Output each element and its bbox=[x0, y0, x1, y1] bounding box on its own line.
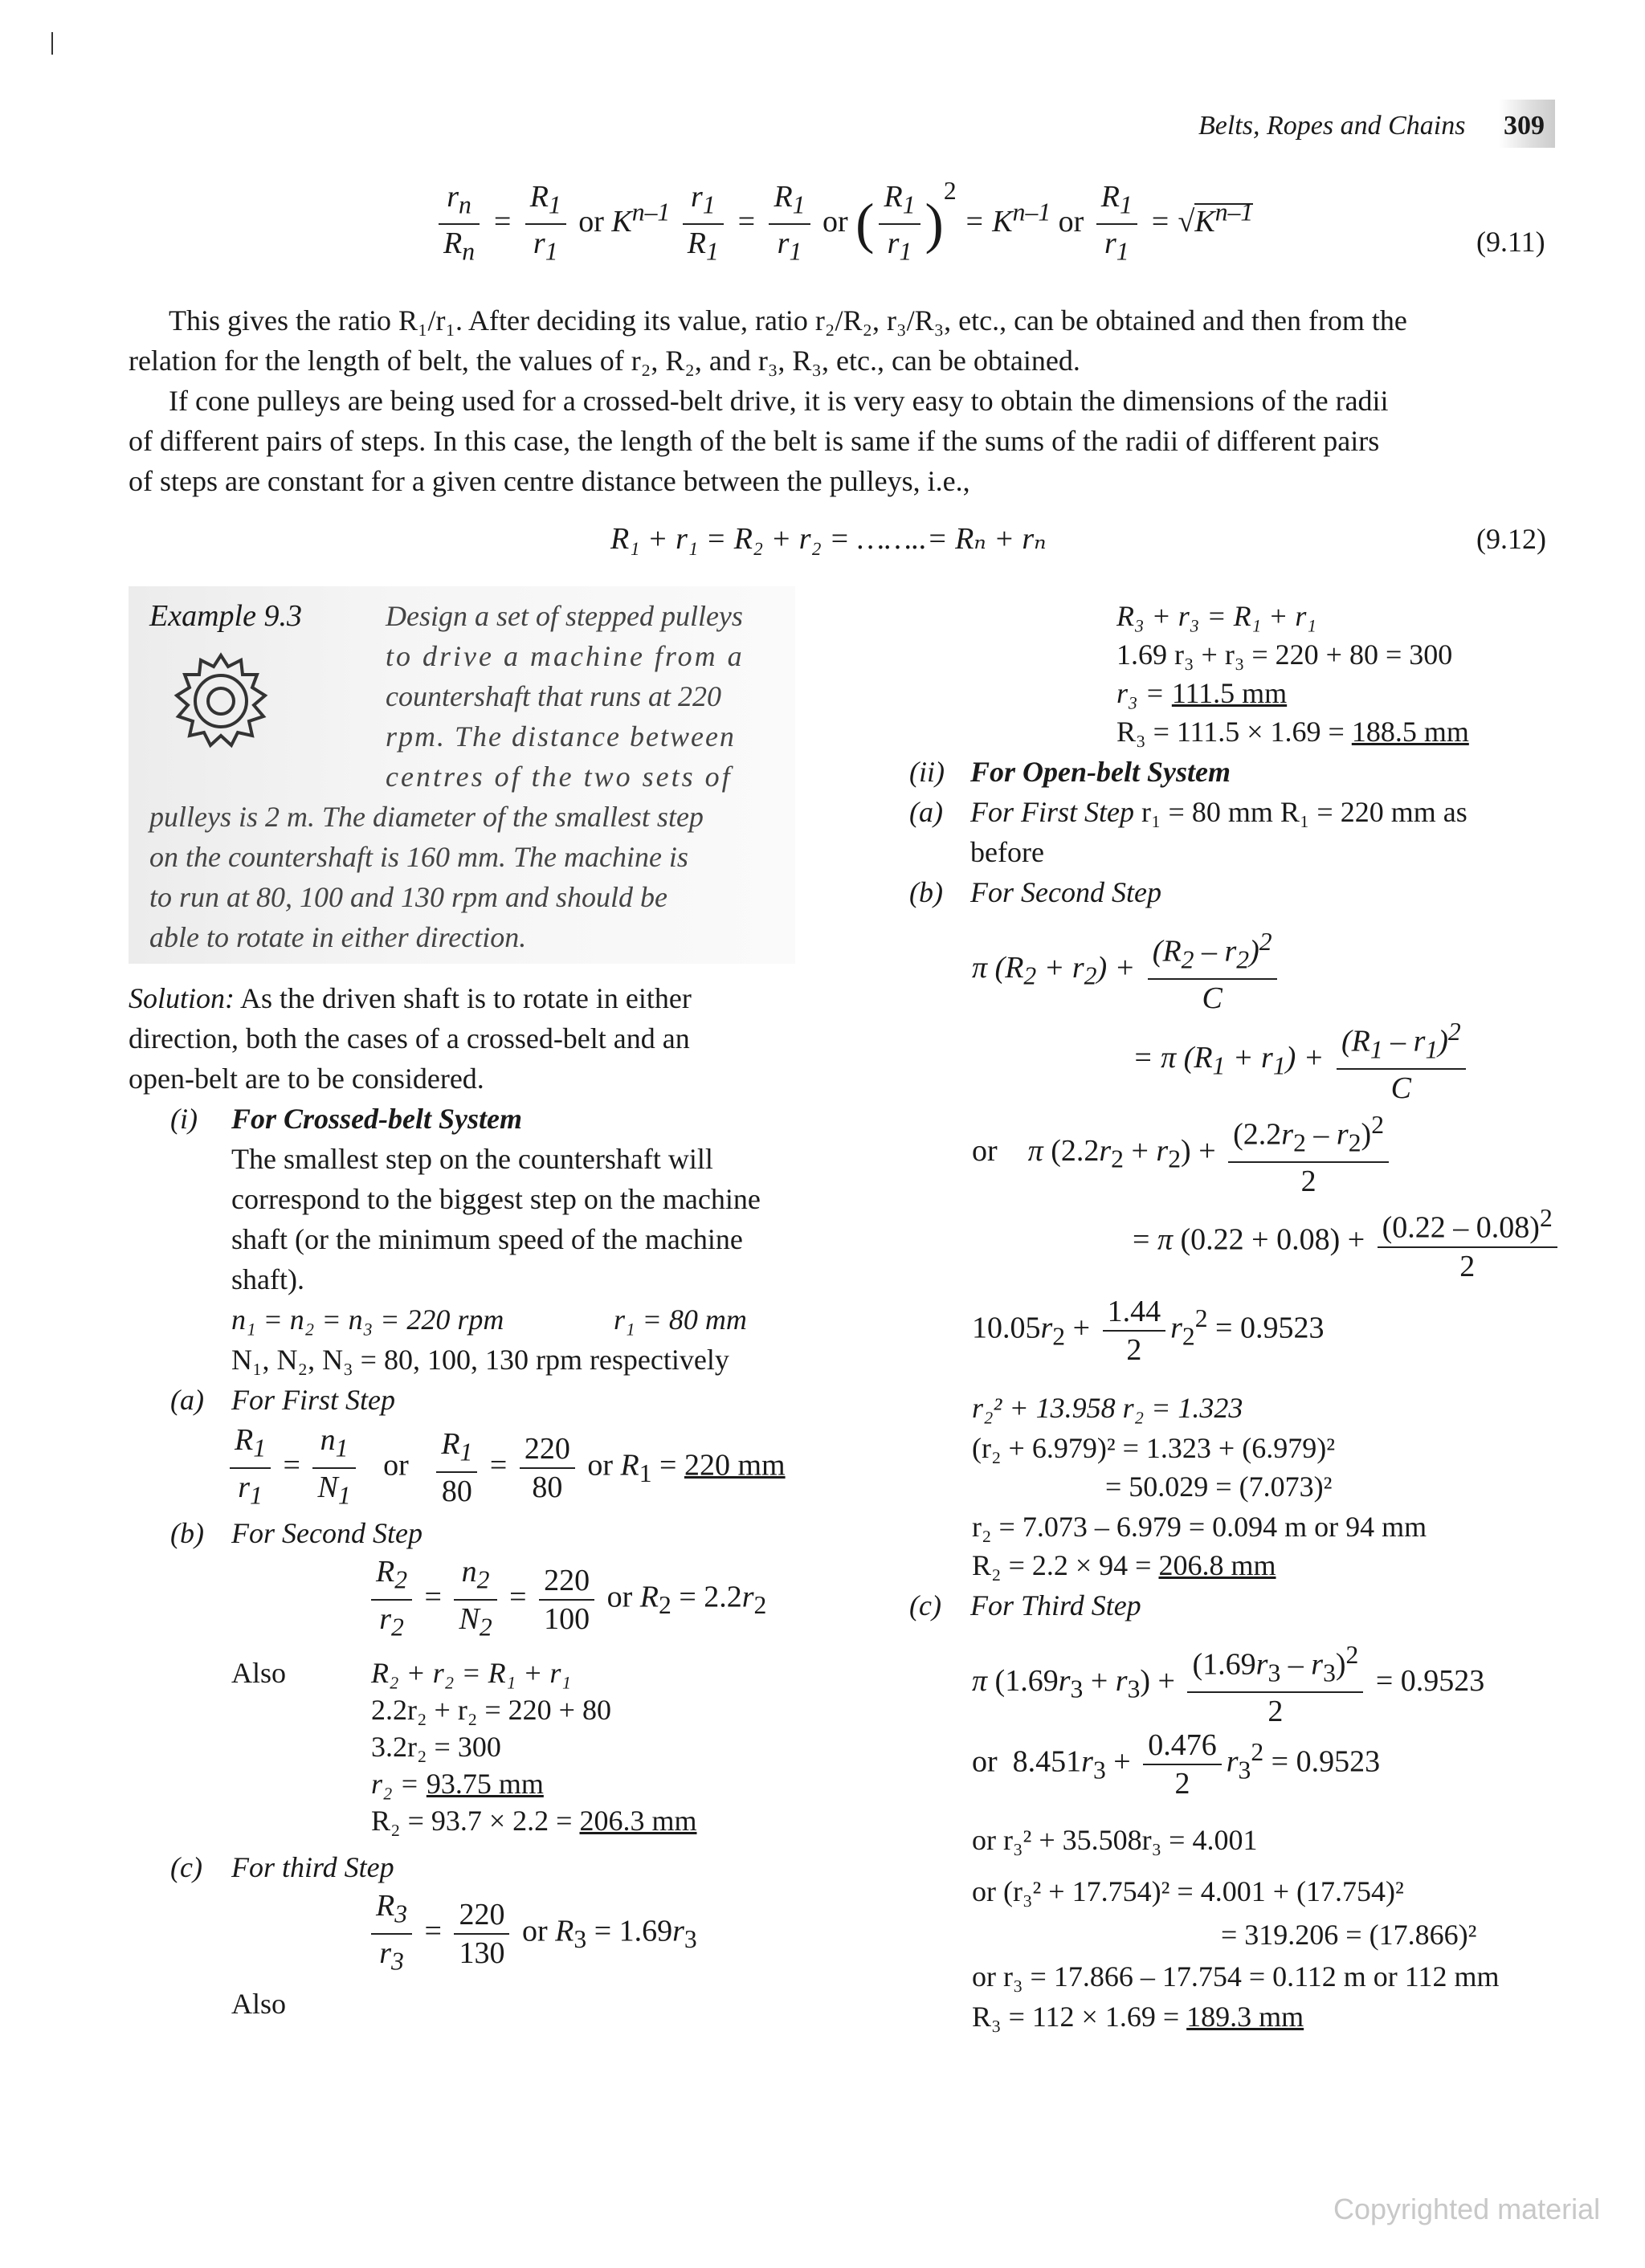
page-number-text: 309 bbox=[1504, 111, 1545, 141]
step-c-number: (c) bbox=[170, 1851, 202, 1883]
example-text: to drive a machine from a bbox=[386, 640, 745, 672]
crossed-text: shaft (or the minimum speed of the machine bbox=[231, 1223, 743, 1255]
intro-line: If cone pulleys are being used for a crossed-belt drive, it is very easy to obtain the dimensions of the radii bbox=[169, 385, 1389, 417]
open-a-text: before bbox=[970, 836, 1044, 868]
example-text: on the countershaft is 160 mm. The machine is bbox=[149, 841, 688, 873]
open-c-number: (c) bbox=[909, 1589, 941, 1621]
speeds-line: r₁ = 80 mm bbox=[614, 1303, 747, 1336]
example-text: pulleys is 2 m. The diameter of the smallest step bbox=[149, 801, 704, 833]
equation-9-12: R₁ + r₁ = R₂ + r₂ = ……..= Rₙ + rₙ bbox=[610, 522, 1047, 556]
crossed-text: correspond to the biggest step on the machine bbox=[231, 1183, 761, 1215]
equation-9-11: $\frac{r_n}{R_n}$ = $\frac{R_1}{r_1}$ or $K^{n-1}$ $\frac{r_1}{R_1}$ = $\frac{R_1}{r_1}$ or ( $\frac{R_1}{r_1}$ )$^2 = K^{n-1}$ or $\frac{R_1}{r_1}$ = $√K^{n-1}$ bbox=[434, 177, 1253, 271]
open-c-line: or r₃ = 17.866 – 17.754 = 0.112 m or 112 mm bbox=[972, 1960, 1500, 1993]
open-c-equation: or $8.451r_3$ + $\frac{0.476}{2}$ $r_3^2 = 0.9523$ bbox=[972, 1728, 1381, 1801]
open-c-label: For Third Step bbox=[970, 1589, 1141, 1621]
solution-line: open-belt are to be considered. bbox=[129, 1063, 484, 1095]
open-b-line: r₂² + 13.958 r₂ = 1.323 bbox=[972, 1392, 1243, 1424]
intro-line: of different pairs of steps. In this case, the length of the belt is same if the sums of the radii of different pairs bbox=[129, 425, 1380, 457]
open-b-line: = 50.029 = (7.073)² bbox=[1105, 1471, 1333, 1503]
step-b-line: R₂ + r₂ = R₁ + r₁ bbox=[371, 1657, 571, 1689]
crossed-text: The smallest step on the countershaft will bbox=[231, 1143, 713, 1175]
step-a-equation: $\frac{R_1}{r_1}$ = $\frac{n_1}{N_1}$ or $\frac{R_1}{80}$ = $\frac{220}{80}$ or $R_1 = 220$ mm bbox=[225, 1422, 786, 1514]
step-b-number: (b) bbox=[170, 1517, 204, 1549]
also-label: Also bbox=[231, 1657, 287, 1689]
step-b-equation: $\frac{R_2}{r_2}$ = $\frac{n_2}{N_2}$ = $\frac{220}{100}$ or $R_2 = 2.2r_2$ bbox=[366, 1553, 766, 1646]
step-a-label: For First Step bbox=[231, 1384, 395, 1416]
intro-line: of steps are constant for a given centre distance between the pulleys, i.e., bbox=[129, 465, 970, 497]
open-heading: For Open-belt System bbox=[970, 756, 1231, 788]
open-c-equation: π $(1.69r_3 + r_3)$ + $\frac{(1.69r_3 - r_3)^2}{2}$ = 0.9523 bbox=[972, 1637, 1484, 1730]
step-b-line: R₂ = 93.7 × 2.2 = 206.3 mm bbox=[371, 1805, 697, 1837]
open-b-equation: π $(R_2 + r_2)$ + $\frac{(R_2 - r_2)^2}{C}$ bbox=[972, 924, 1282, 1017]
step-b-line: r₂ = 93.75 mm bbox=[371, 1768, 544, 1800]
step-b-line: 3.2r₂ = 300 bbox=[371, 1731, 501, 1763]
speeds-line: n₁ = n₂ = n₃ = 220 rpm bbox=[231, 1303, 504, 1336]
gear-icon bbox=[169, 649, 273, 753]
open-heading-number: (ii) bbox=[909, 756, 945, 788]
open-b-label: For Second Step bbox=[970, 876, 1161, 908]
open-a-number: (a) bbox=[909, 796, 943, 828]
running-title: Belts, Ropes and Chains bbox=[1198, 111, 1466, 141]
open-b-equation: or π $(2.2r_2 + r_2)$ + $\frac{(2.2r_2 - r_2)^2}{2}$ bbox=[972, 1107, 1394, 1200]
open-b-number: (b) bbox=[909, 876, 943, 908]
open-c-line: R₃ = 112 × 1.69 = 189.3 mm bbox=[972, 2001, 1304, 2033]
solution-line: direction, both the cases of a crossed-belt and an bbox=[129, 1022, 690, 1054]
open-c-line: = 319.206 = (17.866)² bbox=[1221, 1919, 1477, 1951]
example-label: Example 9.3 bbox=[149, 599, 302, 633]
example-text: able to rotate in either direction. bbox=[149, 921, 527, 953]
open-b-line: (r₂ + 6.979)² = 1.323 + (6.979)² bbox=[972, 1432, 1335, 1464]
right-line: R₃ = 111.5 × 1.69 = 188.5 mm bbox=[1116, 716, 1469, 748]
example-text: rpm. The distance between bbox=[386, 720, 736, 753]
equation-number-9-12: (9.12) bbox=[1476, 523, 1546, 555]
step-c-equation: $\frac{R_3}{r_3}$ = $\frac{220}{130}$ or $R_3 = 1.69r_3$ bbox=[366, 1887, 697, 1980]
example-text: countershaft that runs at 220 bbox=[386, 680, 722, 712]
step-b-label: For Second Step bbox=[231, 1517, 422, 1549]
crossed-heading: For Crossed-belt System bbox=[231, 1103, 523, 1135]
right-line: R₃ + r₃ = R₁ + r₁ bbox=[1116, 600, 1316, 632]
right-line: 1.69 r₃ + r₃ = 220 + 80 = 300 bbox=[1116, 638, 1453, 671]
open-b-line: R₂ = 2.2 × 94 = 206.8 mm bbox=[972, 1549, 1276, 1581]
watermark: Copyrighted material bbox=[1333, 2193, 1601, 2225]
speeds-line: N₁, N₂, N₃ = 80, 100, 130 rpm respectively bbox=[231, 1344, 729, 1376]
open-b-equation: = π $(R_1 + r_1)$ + $\frac{(R_1 - r_1)^2}{C}$ bbox=[1133, 1014, 1471, 1107]
also-label: Also bbox=[231, 1988, 287, 2020]
open-a-text: For First Step r₁ = 80 mm R₁ = 220 mm as bbox=[970, 796, 1467, 828]
open-b-line: r₂ = 7.073 – 6.979 = 0.094 m or 94 mm bbox=[972, 1511, 1427, 1543]
solution-line: Solution: As the driven shaft is to rotate in either bbox=[129, 982, 692, 1014]
open-b-equation: $10.05r_2$ + $\frac{1.44}{2}$ $r_2^2 = 0.9523$ bbox=[972, 1295, 1325, 1367]
equation-number-9-11: (9.11) bbox=[1476, 226, 1545, 258]
intro-line: relation for the length of belt, the values of r₂, R₂, and r₃, R₃, etc., can be obtained. bbox=[129, 345, 1080, 377]
crossed-text: shaft). bbox=[231, 1263, 304, 1295]
example-text: centres of the two sets of bbox=[386, 761, 733, 793]
open-c-line: or r₃² + 35.508r₃ = 4.001 bbox=[972, 1824, 1258, 1856]
crossed-heading-number: (i) bbox=[170, 1103, 198, 1135]
open-c-line: or (r₃² + 17.754)² = 4.001 + (17.754)² bbox=[972, 1875, 1404, 1907]
step-a-number: (a) bbox=[170, 1384, 204, 1416]
margin-mark bbox=[51, 32, 53, 55]
step-c-label: For third Step bbox=[231, 1851, 394, 1883]
step-b-line: 2.2r₂ + r₂ = 220 + 80 bbox=[371, 1694, 611, 1726]
right-line: r₃ = 111.5 mm bbox=[1116, 677, 1288, 709]
intro-line: This gives the ratio R₁/r₁. After deciding its value, ratio r₂/R₂, r₃/R₃, etc., can be obtained and then from the bbox=[169, 304, 1407, 337]
example-text: to run at 80, 100 and 130 rpm and should be bbox=[149, 881, 668, 913]
example-text: Design a set of stepped pulleys bbox=[386, 600, 743, 632]
open-b-equation: = π (0.22 + 0.08) + $\frac{(0.22 - 0.08)^2}{2}$ bbox=[1133, 1200, 1562, 1285]
